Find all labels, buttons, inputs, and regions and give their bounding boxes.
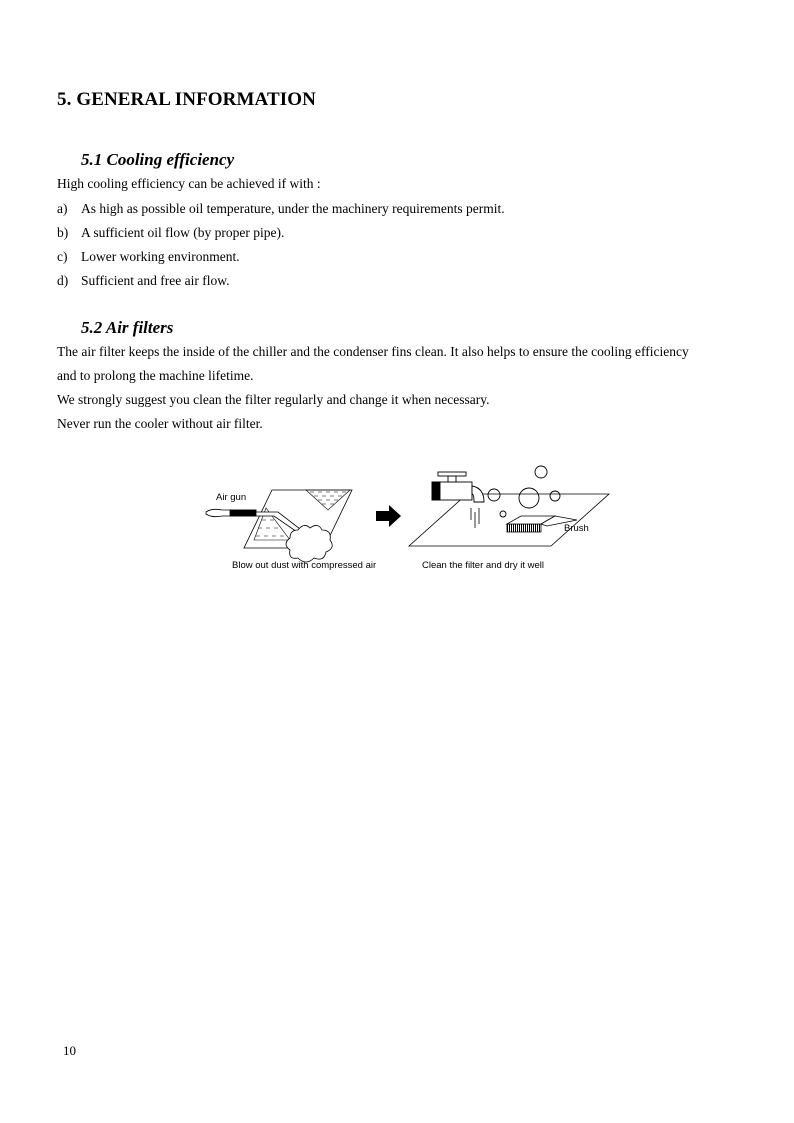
dust-cloud-icon — [286, 525, 332, 562]
filters-heading: 5.2 Air filters — [81, 318, 174, 337]
filters-paragraph-line: and to prolong the machine lifetime. — [57, 368, 254, 383]
list-item: Lower working environment. — [81, 249, 240, 264]
list-marker: c) — [57, 249, 68, 264]
list-marker: b) — [57, 225, 69, 240]
faucet-brush-illustration — [405, 462, 613, 552]
section-title: GENERAL INFORMATION — [76, 89, 316, 110]
right-arrow-icon — [376, 505, 402, 527]
left-figure-caption: Blow out dust with compressed air — [232, 560, 377, 571]
air-gun-label: Air gun — [216, 492, 247, 503]
brush-label: Brush — [564, 523, 589, 534]
cooling-heading: 5.1 Cooling efficiency — [81, 150, 235, 169]
right-figure-caption: Clean the filter and dry it well — [422, 560, 544, 571]
water-stream — [471, 508, 479, 528]
air-gun-icon — [206, 509, 304, 534]
section-heading — [57, 89, 316, 111]
list-item: Sufficient and free air flow. — [81, 273, 230, 288]
filters-paragraph-line: The air filter keeps the inside of the chiller and the condenser fins clean. It also helps to ensure the cooling efficiency — [57, 344, 689, 359]
list-marker: d) — [57, 273, 69, 288]
list-marker: a) — [57, 201, 68, 216]
list-item: As high as possible oil temperature, under the machinery requirements permit. — [81, 201, 505, 216]
filters-paragraph: We strongly suggest you clean the filter regularly and change it when necessary. — [57, 392, 490, 407]
bubbles-icon — [488, 466, 560, 517]
filters-paragraph: Never run the cooler without air filter. — [57, 416, 263, 431]
list-item: A sufficient oil flow (by proper pipe). — [81, 225, 285, 240]
section-number: 5. — [57, 89, 72, 110]
cooling-intro: High cooling efficiency can be achieved if with : — [57, 176, 321, 191]
page-number: 10 — [63, 1043, 76, 1058]
faucet-icon — [432, 472, 484, 502]
filter-outline — [409, 494, 609, 546]
